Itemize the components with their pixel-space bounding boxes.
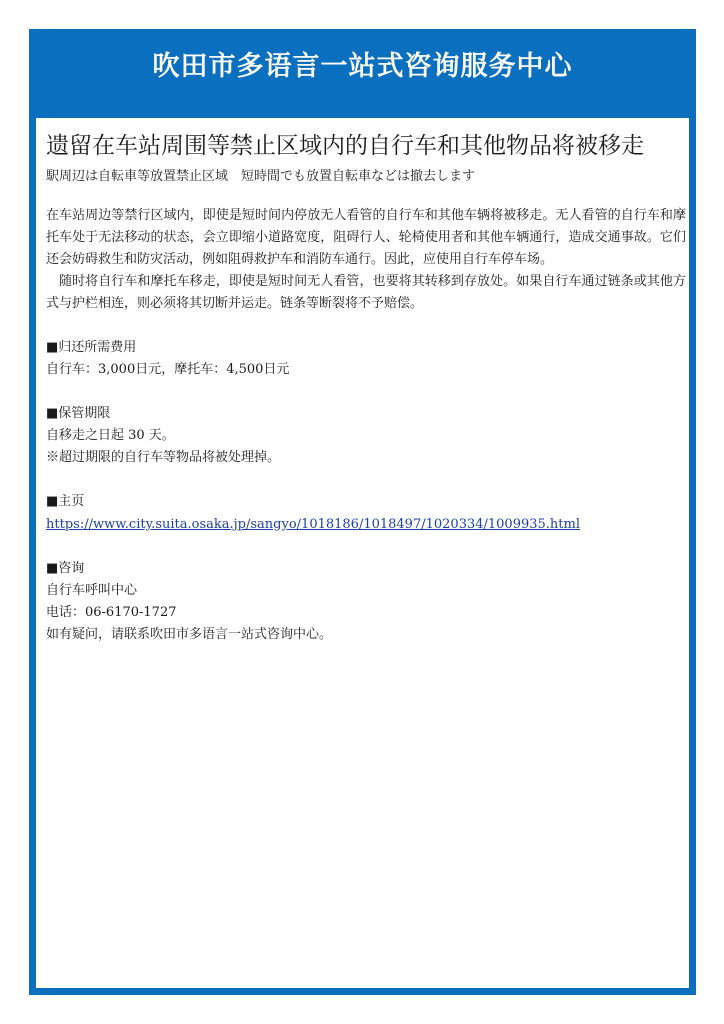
storage-heading: ■保管期限 [46,406,111,421]
article-body [36,118,686,646]
page-title: 遗留在车站周围等禁止区域内的自行车和其他物品将被移走 [46,133,644,159]
homepage-heading: ■主页 [46,494,85,509]
header-banner [36,29,689,118]
removal-paragraph: 随时将自行车和摩托车移走，即使是短时间无人看管，也要将其转移到存放处。如果自行车通过链条或其他方式与护栏相连，则必须将其切断并运走。链条等断裂将不予赔偿。 [46,274,686,311]
homepage-link[interactable]: https://www.city.suita.osaka.jp/sangyo/1018186/1018497/1020334/1009935.html [46,517,580,532]
fee-amounts: 自行车：3,000日元，摩托车：4,500日元 [46,362,290,377]
fee-section [46,337,686,381]
center-title: 吹田市多语言一站式咨询服务中心 [152,51,573,82]
page-frame [29,29,696,995]
storage-section [46,403,686,469]
contact-center: 自行车呼叫中心 [46,583,138,598]
homepage-section [46,491,686,536]
storage-period: 自移走之日起 30 天。 [46,428,175,443]
fee-heading: ■归还所需费用 [46,340,137,355]
contact-note: 如有疑问，请联系吹田市多语言一站式咨询中心。 [46,627,333,642]
japanese-subtitle: 駅周辺は自転車等放置禁止区域 短時間でも放置自転車などは撤去します [46,169,476,184]
contact-heading: ■咨询 [46,561,85,576]
contact-section [46,558,686,646]
intro-paragraph: 在车站周边等禁行区域内，即使是短时间内停放无人看管的自行车和其他车辆将被移走。无人看管的自行车和摩托车处于无法移动的状态，会立即缩小道路宽度，阻碍行人、轮椅使用者和其他车辆通行，造成交通事故。它们还会妨碍救生和防灾活动，例如阻碍救护车和消防车通行。因此，应使用自行车停车场。 [46,208,686,267]
storage-note: ※超过期限的自行车等物品将被处理掉。 [46,450,281,465]
contact-phone: 电话：06-6170-1727 [46,605,177,620]
